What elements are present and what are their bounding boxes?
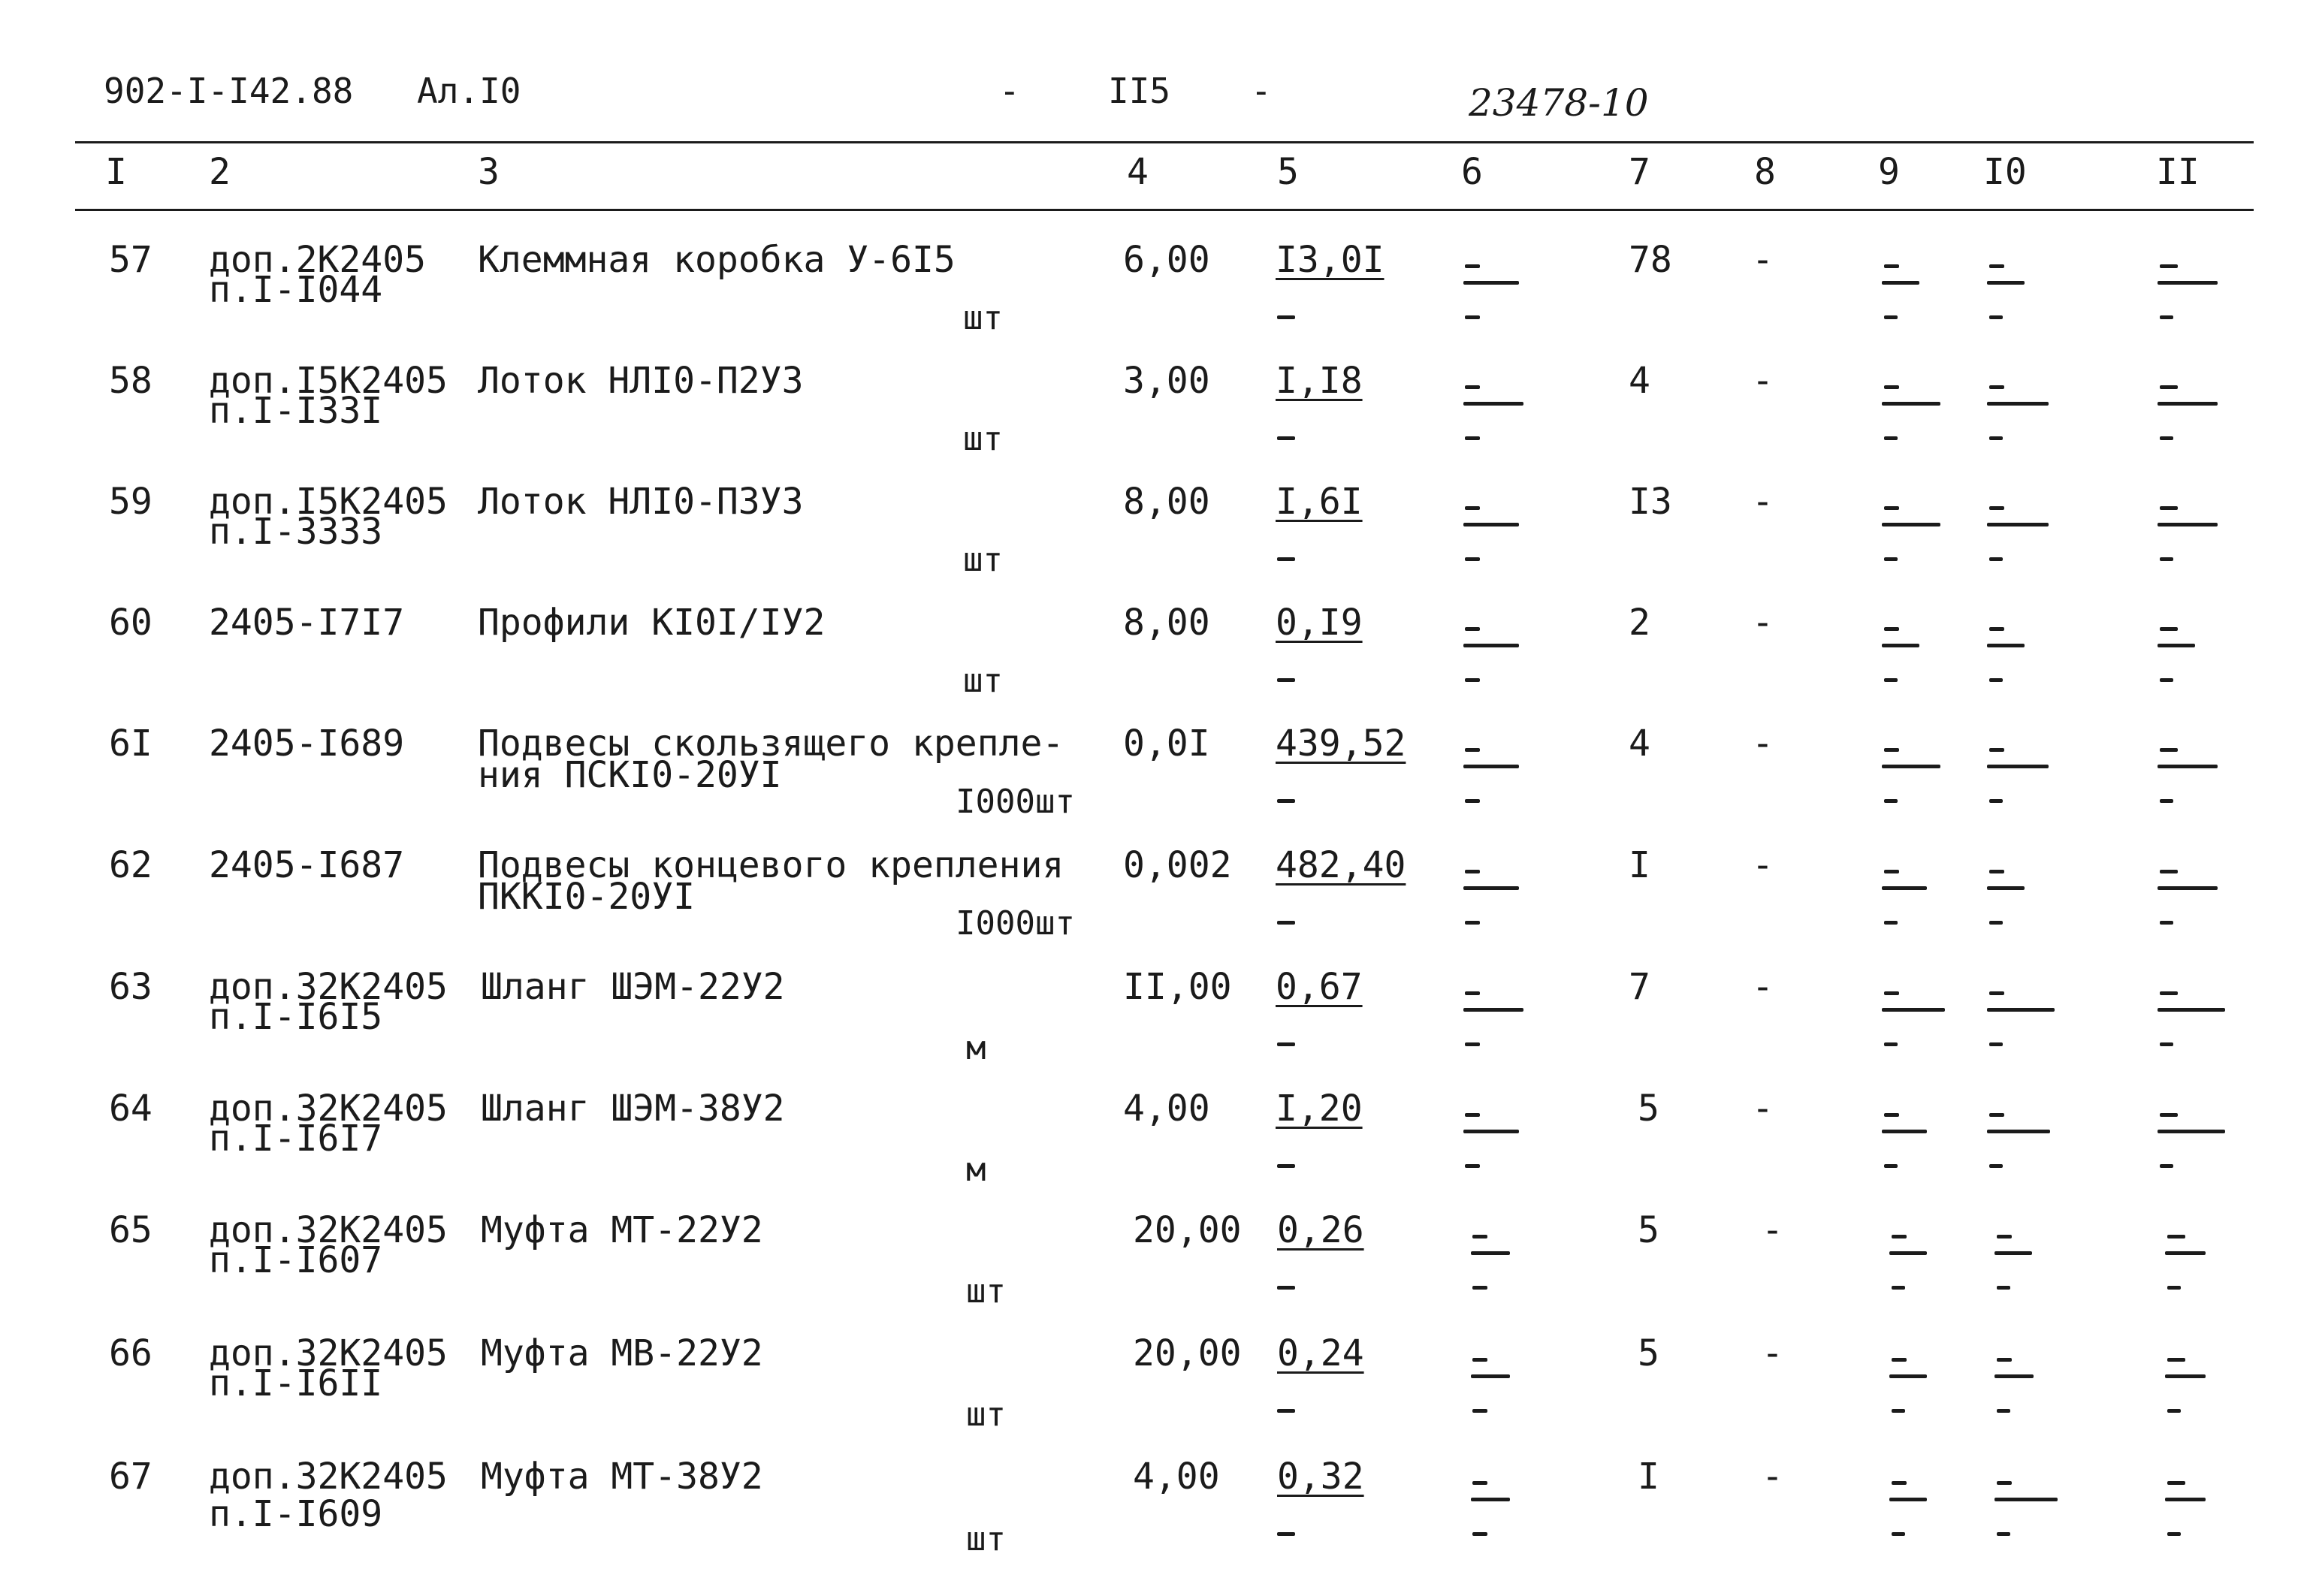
- dash-mark: [1989, 627, 2004, 631]
- dash-mark: [1989, 385, 2004, 389]
- table-row: [0, 723, 2307, 846]
- column-8-value: -: [1752, 723, 1774, 765]
- dash-mark: [1465, 991, 1480, 995]
- dash-mark: [1882, 523, 1940, 526]
- dash-mark: [1463, 644, 1519, 647]
- row-number: 58: [109, 360, 152, 402]
- item-name: Муфта МТ-38У2: [481, 1456, 763, 1498]
- header-top-rule: [75, 141, 2254, 143]
- total-value: I: [1638, 1456, 1659, 1498]
- dash-mark: [1465, 385, 1480, 389]
- dash-mark: [2165, 1374, 2206, 1378]
- column-1-header: I: [105, 151, 127, 193]
- dash-mark: [1277, 1042, 1295, 1046]
- dash-mark: [1465, 264, 1480, 268]
- dash-mark: [1987, 644, 2025, 647]
- unit-of-measure: шт: [966, 1272, 1006, 1311]
- item-name: Профили КI0I/IУ2: [478, 602, 826, 644]
- table-row: [0, 966, 2307, 1089]
- dash-mark: [1997, 1286, 2010, 1290]
- dash-mark: [1465, 627, 1480, 631]
- catalog-code: 2405-I689: [209, 723, 405, 765]
- dash-mark: [1989, 506, 2004, 510]
- dash-mark: [1889, 1251, 1927, 1255]
- column-8-value: -: [1752, 1088, 1774, 1130]
- dash-mark: [1884, 1164, 1898, 1168]
- dash-mark: [2160, 557, 2173, 561]
- dash-mark: [1471, 1374, 1510, 1378]
- column-11-header: II: [2156, 151, 2200, 193]
- dash-mark: [2160, 436, 2173, 440]
- catalog-code: доп.32К2405: [209, 1332, 448, 1374]
- catalog-code: доп.32К2405: [209, 966, 448, 1008]
- dash-mark: [1989, 1113, 2004, 1117]
- catalog-code: доп.I5К2405: [209, 481, 448, 523]
- catalog-code: доп.32К2405: [209, 1456, 448, 1498]
- column-8-value: -: [1762, 1456, 1783, 1498]
- total-value: 5: [1638, 1088, 1659, 1130]
- dash-mark: [1997, 1532, 2010, 1536]
- item-name-continued: ния ПСКI0-20УI: [478, 754, 782, 796]
- dash-mark: [1463, 402, 1523, 406]
- dash-mark: [1989, 678, 2003, 682]
- quantity: 4,00: [1133, 1456, 1220, 1498]
- column-3-header: 3: [478, 151, 500, 193]
- dash-mark: [1892, 1235, 1907, 1238]
- dash-mark: [1465, 506, 1480, 510]
- row-number: 57: [109, 239, 152, 281]
- dash-mark: [1989, 870, 2004, 873]
- dash-mark: [1989, 991, 2004, 995]
- header-dash-left: -: [999, 71, 1020, 111]
- dash-mark: [1892, 1481, 1907, 1485]
- dash-mark: [1463, 281, 1519, 285]
- dash-mark: [1884, 627, 1899, 631]
- total-value: I3: [1629, 481, 1672, 523]
- catalog-code: 2405-I687: [209, 844, 405, 886]
- item-name: Клеммная коробка У-6I5: [478, 239, 956, 281]
- dash-mark: [2160, 264, 2178, 268]
- column-8-value: -: [1752, 844, 1774, 886]
- dash-mark: [1989, 315, 2003, 319]
- dash-mark: [1465, 1113, 1480, 1117]
- dash-mark: [1465, 557, 1480, 561]
- total-value: 5: [1638, 1209, 1659, 1251]
- total-value: 2: [1629, 602, 1650, 644]
- dash-mark: [1892, 1358, 1907, 1362]
- dash-mark: [2158, 1130, 2225, 1133]
- column-8-value: -: [1762, 1209, 1783, 1251]
- dash-mark: [1277, 1286, 1295, 1290]
- header-dash-right: -: [1251, 71, 1272, 111]
- catalog-position: п.I-I044: [209, 269, 383, 311]
- unit-price: I3,0I: [1276, 239, 1385, 281]
- dash-mark: [2158, 281, 2218, 285]
- row-number: 6I: [109, 723, 152, 765]
- row-number: 66: [109, 1332, 152, 1374]
- table-row: [0, 360, 2307, 483]
- unit-price: 0,67: [1276, 966, 1363, 1008]
- column-5-header: 5: [1277, 151, 1299, 193]
- dash-mark: [2158, 644, 2195, 647]
- dash-mark: [1884, 557, 1898, 561]
- handwritten-number: 23478-10: [1469, 81, 1649, 125]
- column-8-value: -: [1752, 481, 1774, 523]
- catalog-code: доп.2К2405: [209, 239, 426, 281]
- total-value: 4: [1629, 723, 1650, 765]
- dash-mark: [1463, 886, 1519, 890]
- dash-mark: [1989, 436, 2003, 440]
- unit-of-measure: шт: [963, 299, 1003, 337]
- dash-mark: [2160, 506, 2178, 510]
- column-8-header: 8: [1754, 151, 1776, 193]
- quantity: 6,00: [1123, 239, 1210, 281]
- unit-price: 0,26: [1277, 1209, 1364, 1251]
- dash-mark: [2167, 1286, 2181, 1290]
- quantity: 3,00: [1123, 360, 1210, 402]
- dash-mark: [1884, 506, 1899, 510]
- dash-mark: [2158, 402, 2218, 406]
- column-7-header: 7: [1629, 151, 1650, 193]
- dash-mark: [1277, 1532, 1295, 1536]
- catalog-position: п.I-I607: [209, 1239, 383, 1281]
- sheet-label: Ал.I0: [417, 71, 521, 111]
- table-row: [0, 1209, 2307, 1332]
- dash-mark: [2160, 921, 2173, 925]
- dash-mark: [1882, 644, 1919, 647]
- dash-mark: [2160, 870, 2178, 873]
- unit-price: 439,52: [1276, 723, 1406, 765]
- dash-mark: [1989, 1164, 2003, 1168]
- total-value: 5: [1638, 1332, 1659, 1374]
- dash-mark: [1994, 1498, 2058, 1501]
- total-value: I: [1629, 844, 1650, 886]
- dash-mark: [2160, 1164, 2173, 1168]
- dash-mark: [2160, 1113, 2178, 1117]
- dash-mark: [1997, 1481, 2012, 1485]
- unit-of-measure: шт: [963, 420, 1003, 458]
- dash-mark: [1882, 886, 1927, 890]
- dash-mark: [1463, 523, 1519, 526]
- unit-of-measure: м: [966, 1151, 986, 1189]
- dash-mark: [1882, 1130, 1927, 1133]
- dash-mark: [1463, 1130, 1519, 1133]
- dash-mark: [1884, 748, 1899, 752]
- unit-price: 0,32: [1277, 1456, 1364, 1498]
- unit-price: 0,I9: [1276, 602, 1363, 644]
- dash-mark: [1472, 1286, 1487, 1290]
- dash-mark: [1989, 921, 2003, 925]
- dash-mark: [1465, 315, 1480, 319]
- table-row: [0, 239, 2307, 362]
- quantity: 0,002: [1123, 844, 1232, 886]
- item-name: Муфта МВ-22У2: [481, 1332, 763, 1374]
- unit-price: 0,24: [1277, 1332, 1364, 1374]
- dash-mark: [1987, 1008, 2055, 1012]
- catalog-position: п.I-I33I: [209, 390, 383, 432]
- dash-mark: [1889, 1498, 1927, 1501]
- column-10-header: I0: [1983, 151, 2027, 193]
- dash-mark: [1994, 1374, 2034, 1378]
- item-name: Лоток НЛI0-П3У3: [478, 481, 804, 523]
- dash-mark: [2160, 678, 2173, 682]
- header-bottom-rule: [75, 209, 2254, 211]
- dash-mark: [2165, 1251, 2206, 1255]
- total-value: 4: [1629, 360, 1650, 402]
- dash-mark: [1892, 1286, 1905, 1290]
- unit-of-measure: шт: [966, 1520, 1006, 1558]
- dash-mark: [1465, 799, 1480, 803]
- catalog-position: п.I-I609: [209, 1493, 383, 1535]
- dash-mark: [1465, 1042, 1480, 1046]
- row-number: 65: [109, 1209, 152, 1251]
- dash-mark: [2165, 1498, 2206, 1501]
- dash-mark: [2160, 627, 2178, 631]
- dash-mark: [1277, 436, 1295, 440]
- dash-mark: [1882, 1008, 1945, 1012]
- dash-mark: [2167, 1358, 2185, 1362]
- row-number: 64: [109, 1088, 152, 1130]
- dash-mark: [1884, 1113, 1899, 1117]
- unit-price: 482,40: [1276, 844, 1406, 886]
- dash-mark: [1989, 264, 2004, 268]
- dash-mark: [2158, 765, 2218, 768]
- dash-mark: [1884, 264, 1899, 268]
- item-name: Лоток НЛI0-П2У3: [478, 360, 804, 402]
- dash-mark: [1989, 748, 2004, 752]
- page-number: II5: [1108, 71, 1171, 111]
- dash-mark: [1884, 678, 1898, 682]
- dash-mark: [1892, 1532, 1905, 1536]
- item-name: Шланг ШЭМ-38У2: [481, 1088, 785, 1130]
- catalog-position: п.I-I6I5: [209, 996, 383, 1038]
- quantity: 20,00: [1133, 1332, 1242, 1374]
- dash-mark: [2158, 886, 2218, 890]
- dash-mark: [1471, 1251, 1510, 1255]
- dash-mark: [1987, 281, 2025, 285]
- column-6-header: 6: [1461, 151, 1483, 193]
- dash-mark: [1465, 748, 1480, 752]
- column-2-header: 2: [209, 151, 231, 193]
- dash-mark: [1277, 315, 1295, 319]
- catalog-position: п.I-I6I7: [209, 1118, 383, 1160]
- row-number: 59: [109, 481, 152, 523]
- dash-mark: [2167, 1409, 2181, 1413]
- item-name: Подвесы скользящего крепле-: [478, 723, 1064, 765]
- dash-mark: [1884, 991, 1899, 995]
- dash-mark: [1884, 1042, 1898, 1046]
- dash-mark: [1465, 678, 1480, 682]
- unit-price: I,20: [1276, 1088, 1363, 1130]
- item-name-continued: ПККI0-20УI: [478, 876, 695, 918]
- unit-of-measure: шт: [963, 662, 1003, 700]
- dash-mark: [1892, 1409, 1905, 1413]
- dash-mark: [1884, 921, 1898, 925]
- table-row: [0, 1332, 2307, 1456]
- dash-mark: [2160, 799, 2173, 803]
- dash-mark: [1884, 385, 1899, 389]
- dash-mark: [1465, 436, 1480, 440]
- catalog-position: п.I-3333: [209, 511, 383, 553]
- dash-mark: [2158, 1008, 2225, 1012]
- dash-mark: [1277, 557, 1295, 561]
- table-row: [0, 481, 2307, 604]
- column-8-value: -: [1752, 239, 1774, 281]
- catalog-code: доп.32К2405: [209, 1209, 448, 1251]
- dash-mark: [1884, 436, 1898, 440]
- dash-mark: [1884, 315, 1898, 319]
- column-8-value: -: [1762, 1332, 1783, 1374]
- dash-mark: [1987, 523, 2049, 526]
- column-9-header: 9: [1878, 151, 1900, 193]
- dash-mark: [1884, 870, 1899, 873]
- catalog-code: доп.32К2405: [209, 1088, 448, 1130]
- dash-mark: [1987, 402, 2049, 406]
- quantity: 0,0I: [1123, 723, 1210, 765]
- dash-mark: [1472, 1409, 1487, 1413]
- dash-mark: [1463, 1008, 1523, 1012]
- unit-of-measure: I000шт: [956, 904, 1075, 943]
- total-value: 7: [1629, 966, 1650, 1008]
- document-code: 902-I-I42.88: [104, 71, 354, 111]
- dash-mark: [2167, 1481, 2185, 1485]
- dash-mark: [1989, 799, 2003, 803]
- quantity: 4,00: [1123, 1088, 1210, 1130]
- dash-mark: [2167, 1532, 2181, 1536]
- catalog-code: 2405-I7I7: [209, 602, 405, 644]
- dash-mark: [2160, 385, 2178, 389]
- dash-mark: [1997, 1235, 2012, 1238]
- row-number: 60: [109, 602, 152, 644]
- dash-mark: [1987, 765, 2049, 768]
- dash-mark: [1997, 1358, 2012, 1362]
- column-8-value: -: [1752, 360, 1774, 402]
- dash-mark: [2167, 1235, 2185, 1238]
- dash-mark: [1277, 1409, 1295, 1413]
- catalog-code: доп.I5К2405: [209, 360, 448, 402]
- dash-mark: [1472, 1358, 1487, 1362]
- column-4-header: 4: [1127, 151, 1149, 193]
- item-name: Подвесы концевого крепления: [478, 844, 1064, 886]
- dash-mark: [1465, 1164, 1480, 1168]
- dash-mark: [1472, 1532, 1487, 1536]
- dash-mark: [2158, 523, 2218, 526]
- dash-mark: [1987, 886, 2025, 890]
- item-name: Муфта МТ-22У2: [481, 1209, 763, 1251]
- column-8-value: -: [1752, 602, 1774, 644]
- dash-mark: [1889, 1374, 1927, 1378]
- row-number: 67: [109, 1456, 152, 1498]
- dash-mark: [1987, 1130, 2050, 1133]
- dash-mark: [1994, 1251, 2032, 1255]
- dash-mark: [1882, 402, 1940, 406]
- table-row: [0, 844, 2307, 967]
- item-name: Шланг ШЭМ-22У2: [481, 966, 785, 1008]
- unit-of-measure: шт: [963, 541, 1003, 579]
- dash-mark: [1277, 921, 1295, 925]
- dash-mark: [1472, 1481, 1487, 1485]
- dash-mark: [1472, 1235, 1487, 1238]
- dash-mark: [2160, 315, 2173, 319]
- quantity: 20,00: [1133, 1209, 1242, 1251]
- dash-mark: [1882, 281, 1919, 285]
- unit-of-measure: м: [966, 1029, 986, 1067]
- dash-mark: [1989, 557, 2003, 561]
- quantity: 8,00: [1123, 602, 1210, 644]
- quantity: 8,00: [1123, 481, 1210, 523]
- dash-mark: [1277, 1164, 1295, 1168]
- dash-mark: [1277, 678, 1295, 682]
- unit-of-measure: шт: [966, 1395, 1006, 1434]
- dash-mark: [1465, 921, 1480, 925]
- dash-mark: [2160, 991, 2178, 995]
- dash-mark: [1277, 799, 1295, 803]
- total-value: 78: [1629, 239, 1672, 281]
- column-8-value: -: [1752, 966, 1774, 1008]
- dash-mark: [1989, 1042, 2003, 1046]
- dash-mark: [1884, 799, 1898, 803]
- dash-mark: [1463, 765, 1519, 768]
- quantity: II,00: [1123, 966, 1232, 1008]
- row-number: 62: [109, 844, 152, 886]
- unit-price: I,6I: [1276, 481, 1363, 523]
- catalog-position: п.I-I6II: [209, 1362, 383, 1404]
- dash-mark: [1465, 870, 1480, 873]
- unit-price: I,I8: [1276, 360, 1363, 402]
- dash-mark: [2160, 1042, 2173, 1046]
- dash-mark: [1882, 765, 1940, 768]
- dash-mark: [1997, 1409, 2010, 1413]
- table-row: [0, 1456, 2307, 1579]
- table-row: [0, 602, 2307, 725]
- unit-of-measure: I000шт: [956, 783, 1075, 821]
- table-row: [0, 1088, 2307, 1211]
- row-number: 63: [109, 966, 152, 1008]
- dash-mark: [1471, 1498, 1510, 1501]
- dash-mark: [2160, 748, 2178, 752]
